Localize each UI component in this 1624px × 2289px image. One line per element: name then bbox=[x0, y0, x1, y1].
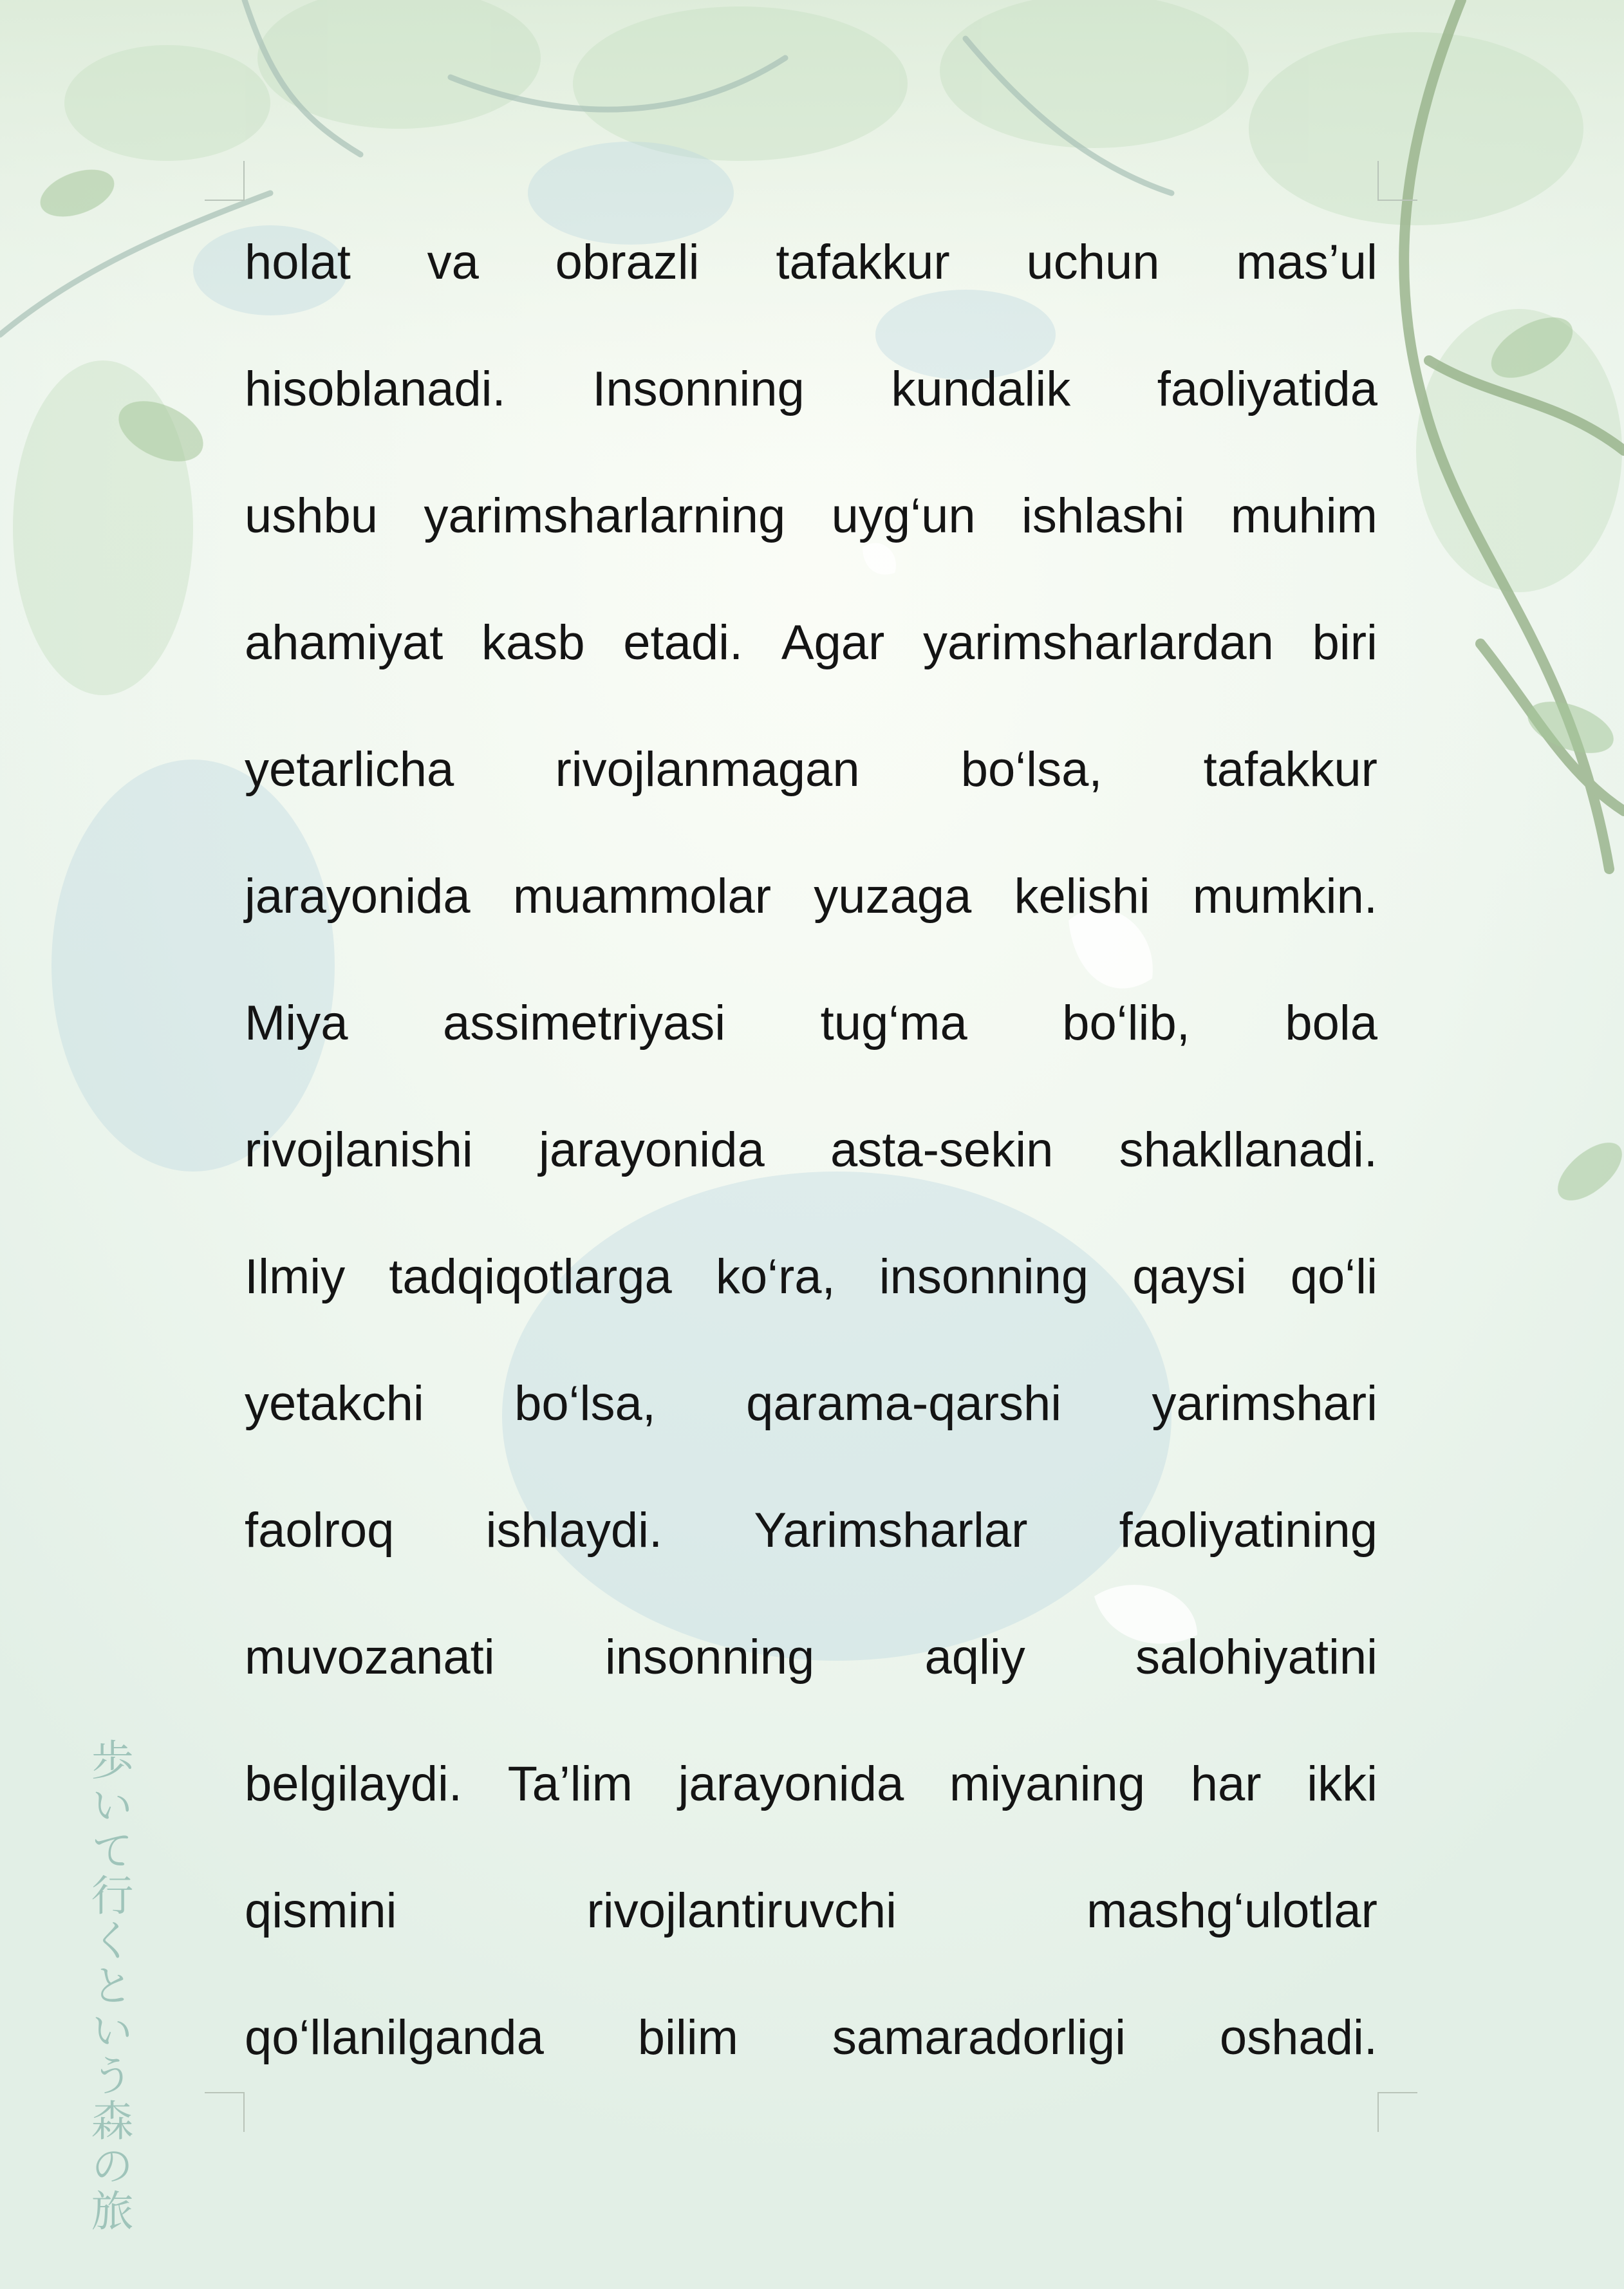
text-line bbox=[245, 734, 1377, 861]
word: Ta’lim bbox=[507, 1757, 633, 1811]
word: hisoblanadi. bbox=[245, 362, 506, 416]
word: bola bbox=[1285, 996, 1377, 1051]
word: kundalik bbox=[891, 362, 1071, 416]
word: bilim bbox=[637, 2010, 738, 2065]
text-line bbox=[245, 987, 1377, 1114]
word: tug‘ma bbox=[820, 996, 967, 1051]
word: ushbu bbox=[245, 489, 378, 543]
word: kelishi bbox=[1014, 869, 1150, 924]
word: va bbox=[427, 235, 479, 290]
word: qaysi bbox=[1132, 1249, 1247, 1304]
word: Insonning bbox=[592, 362, 805, 416]
word: ko‘ra, bbox=[715, 1249, 835, 1304]
word: obrazli bbox=[555, 235, 700, 290]
word: qarama-qarshi bbox=[746, 1376, 1062, 1431]
word: rivojlanishi bbox=[245, 1123, 473, 1177]
word: jarayonida bbox=[678, 1757, 904, 1811]
word: faoliyatida bbox=[1157, 362, 1377, 416]
word: bo‘lsa, bbox=[960, 742, 1103, 797]
text-line bbox=[245, 1114, 1377, 1241]
text-line bbox=[245, 607, 1377, 734]
text-line bbox=[245, 227, 1377, 353]
word: yetarlicha bbox=[245, 742, 454, 797]
word: yuzaga bbox=[814, 869, 972, 924]
vertical-caption: 歩いて行くという森の旅 bbox=[84, 1738, 133, 2234]
word: kasb bbox=[481, 615, 585, 670]
text-line bbox=[245, 1368, 1377, 1495]
word: faoliyatining bbox=[1119, 1503, 1377, 1558]
word: biri bbox=[1312, 615, 1377, 670]
text-line bbox=[245, 480, 1377, 607]
word: samaradorligi bbox=[832, 2010, 1126, 2065]
word: holat bbox=[245, 235, 351, 290]
word: har bbox=[1190, 1757, 1262, 1811]
word: Yarimsharlar bbox=[754, 1503, 1028, 1558]
text-line bbox=[245, 2002, 1377, 2129]
word: faolroq bbox=[245, 1503, 395, 1558]
word: muammolar bbox=[512, 869, 772, 924]
word: mashg‘ulotlar bbox=[1087, 1883, 1377, 1938]
word: etadi. bbox=[623, 615, 743, 670]
word: qismini bbox=[245, 1883, 397, 1938]
word: ishlaydi. bbox=[485, 1503, 663, 1558]
page-corner-mark bbox=[1377, 161, 1417, 201]
word: oshadi. bbox=[1219, 2010, 1377, 2065]
word: yarimsharlardan bbox=[923, 615, 1274, 670]
word: aqliy bbox=[924, 1630, 1025, 1685]
word: muvozanati bbox=[245, 1630, 495, 1685]
word: insonning bbox=[879, 1249, 1089, 1304]
word: Ilmiy bbox=[245, 1249, 346, 1304]
word: mumkin. bbox=[1192, 869, 1377, 924]
page-corner-mark bbox=[205, 161, 245, 201]
text-line bbox=[245, 1621, 1377, 1748]
word: yarimsharlarning bbox=[424, 489, 786, 543]
text-line bbox=[245, 1495, 1377, 1621]
word: Agar bbox=[781, 615, 885, 670]
text-line bbox=[245, 353, 1377, 480]
word: uyg‘un bbox=[831, 489, 976, 543]
word: tafakkur bbox=[1203, 742, 1377, 797]
document-body bbox=[245, 227, 1377, 2129]
word: muhim bbox=[1230, 489, 1377, 543]
word: jarayonida bbox=[539, 1123, 765, 1177]
word: miyaning bbox=[949, 1757, 1146, 1811]
word: bo‘lib, bbox=[1062, 996, 1190, 1051]
word: salohiyatini bbox=[1135, 1630, 1377, 1685]
text-line bbox=[245, 861, 1377, 987]
text-line bbox=[245, 1748, 1377, 1875]
word: rivojlantiruvchi bbox=[586, 1883, 897, 1938]
word: ahamiyat bbox=[245, 615, 443, 670]
word: asta-sekin bbox=[830, 1123, 1054, 1177]
page-corner-mark bbox=[205, 2092, 245, 2132]
word: bo‘lsa, bbox=[514, 1376, 656, 1431]
word: rivojlanmagan bbox=[555, 742, 860, 797]
word: insonning bbox=[604, 1630, 815, 1685]
word: ikki bbox=[1307, 1757, 1377, 1811]
word: belgilaydi. bbox=[245, 1757, 462, 1811]
word: qo‘li bbox=[1290, 1249, 1377, 1304]
word: yetakchi bbox=[245, 1376, 424, 1431]
word: assimetriyasi bbox=[442, 996, 726, 1051]
word: tadqiqotlarga bbox=[389, 1249, 672, 1304]
word: mas’ul bbox=[1236, 235, 1377, 290]
word: shakllanadi. bbox=[1119, 1123, 1377, 1177]
word: qo‘llanilganda bbox=[245, 2010, 544, 2065]
word: tafakkur bbox=[776, 235, 950, 290]
word: yarimshari bbox=[1152, 1376, 1377, 1431]
word: uchun bbox=[1026, 235, 1160, 290]
page-corner-mark bbox=[1377, 2092, 1417, 2132]
word: ishlashi bbox=[1022, 489, 1185, 543]
text-line bbox=[245, 1875, 1377, 2002]
word: jarayonida bbox=[245, 869, 471, 924]
word: Miya bbox=[245, 996, 348, 1051]
text-line bbox=[245, 1241, 1377, 1368]
